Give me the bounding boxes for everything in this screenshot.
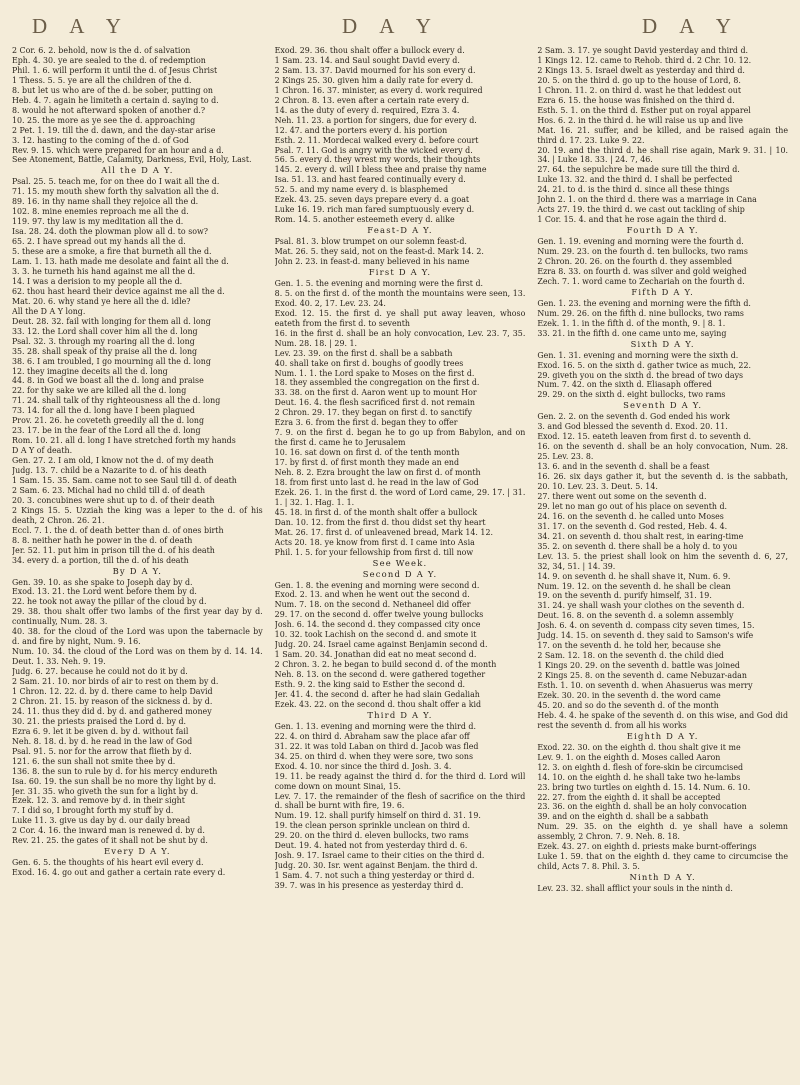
concordance-entry: Ezra 3. 6. from the first d. began they to offer: [274, 418, 458, 428]
concordance-entry: 89. 16. in thy name shall they rejoice all the d.: [12, 197, 199, 207]
concordance-entry: 29. giveth you on the sixth d. the bread of two days: [537, 370, 744, 380]
concordance-entry: 62. thou hast heard their device against me all the d.: [12, 286, 225, 296]
concordance-entry: Exod. 4. 10. nor since the third d. Josh. 3. 4.: [274, 761, 452, 771]
concordance-entry: 44. 8. in God we boast all the d. long and praise: [12, 376, 204, 386]
concordance-entry: 2 Sam. 21. 10. nor birds of air to rest on them by d.: [12, 677, 219, 687]
concordance-entry: 1 Sam. 4. 7. not such a thing yesterday or third d.: [274, 871, 475, 881]
concordance-entry: 3. 3. he turneth his hand against me all the d.: [12, 266, 196, 276]
concordance-entry: 2 Kings 13. 5. Israel dwelt as yesterday and third d.: [537, 65, 745, 75]
concordance-entry: 19. the clean person sprinkle unclean on third d.: [274, 821, 470, 831]
concordance-entry: 24. 16. on the seventh d. he called unto Moses: [537, 511, 724, 521]
concordance-entry: 136. 8. the sun to rule by d. for his mercy endureth: [12, 766, 218, 776]
concordance-entry: Gen. 6. 5. the thoughts of his heart evil every d.: [12, 858, 204, 868]
section-subheading: Eighth D A Y.: [626, 730, 699, 741]
concordance-entry: 29. 20. on the third d. eleven bullocks, two rams: [274, 831, 469, 841]
concordance-entry: 7. I did so, I brought forth my stuff by d.: [12, 806, 174, 816]
concordance-entry: 1 Sam. 20. 34. Jonathan did eat no meat second d.: [274, 650, 477, 660]
concordance-entry: 8. would he not afterward spoken of another d.?: [12, 105, 206, 115]
section-subheading: See Week.: [372, 557, 428, 568]
concordance-entry: 27. 64. the sepulchre be made sure till the third d.: [537, 165, 740, 175]
concordance-entry: 19. 11. be ready against the third d. for the third d. Lord will come down on mount Sinai, 15.: [274, 771, 526, 791]
section-subheading: Fourth D A Y.: [626, 225, 699, 236]
concordance-entry: 5. these are a smoke, a fire that burneth all the d.: [12, 247, 212, 257]
concordance-entry: 34. every d. a portion, till the d. of his death: [12, 555, 189, 565]
concordance-entry: 1 Chron. 11. 2. on third d. wast he that leddest out: [537, 85, 742, 95]
concordance-entry: 102. 8. mine enemies reproach me all the d.: [12, 207, 189, 217]
concordance-entry: Luke 11. 3. give us day by d. our daily bread: [12, 816, 191, 826]
concordance-entry: Gen. 39. 10. as she spake to Joseph day by d.: [12, 577, 193, 587]
concordance-entry: 7. 9. on the first d. began he to go up from Babylon, and on the first d. came he to Jerusalem: [274, 428, 526, 448]
concordance-entry: 35. 2. on seventh d. there shall be a holy d. to you: [537, 541, 738, 551]
concordance-entry: 3. and God blessed the seventh d. Exod. 20. 11.: [537, 422, 728, 432]
concordance-entry: Dan. 10. 12. from the first d. thou didst set thy heart: [274, 517, 486, 527]
concordance-entry: Ezra 8. 33. on fourth d. was silver and gold weighed: [537, 266, 747, 276]
concordance-entry: 2 Cor. 6. 2. behold, now is the d. of salvation: [12, 46, 191, 55]
concordance-entry: Rom. 10. 21. all d. long I have stretched forth my hands: [12, 436, 236, 446]
concordance-entry: John 2. 23. in feast-d. many believed in his name: [274, 257, 470, 267]
running-head-middle: D A Y: [342, 14, 440, 38]
concordance-entry: Phil. 1. 6. will perform it until the d. of Jesus Christ: [12, 65, 218, 75]
concordance-entry: 2 Chron. 8. 13. even after a certain rate every d.: [274, 95, 470, 105]
concordance-entry: Num. 10. 34. the cloud of the Lord was on them by d. 14. 14. Deut. 1. 33. Neh. 9. 19.: [12, 647, 263, 667]
concordance-entry: 17. by first d. of first month they made an end: [274, 458, 459, 468]
concordance-entry: 14. I was a derision to my people all the d.: [12, 276, 183, 286]
concordance-entry: Ezek. 26. 1. in the first d. the word of Lord came, 29. 17. | 31. 1. | 32. 1. Hag. 1. 1.: [274, 487, 526, 507]
concordance-entry: Josh. 6. 4. on seventh d. compass city seven times, 15.: [537, 621, 755, 631]
concordance-entry: 10. 32. took Lachish on the second d. and smote it: [274, 630, 477, 640]
concordance-entry: Exod. 12. 15. eateth leaven from first d. to seventh d.: [537, 432, 752, 442]
section-subheading: Every D A Y.: [103, 846, 171, 857]
concordance-entry: 8. 8. neither hath he power in the d. of death: [12, 535, 193, 545]
concordance-entry: Ezra 6. 9. let it be given d. by d. without fail: [12, 726, 189, 736]
concordance-entry: 31. 22. it was told Laban on third d. Jacob was fled: [274, 741, 479, 751]
concordance-entry: 2 Sam. 13. 37. David mourned for his son every d.: [274, 65, 476, 75]
concordance-entry: D A Y of death.: [12, 446, 73, 456]
concordance-entry: 13. 6. and in the seventh d. shall be a feast: [537, 462, 710, 472]
concordance-entry: Neh. 8. 13. on the second d. were gathered together: [274, 670, 486, 680]
concordance-entry: 16. in the first d. shall be an holy convocation, Lev. 23. 7, 35. Num. 28. 18. | 29. 1.: [274, 328, 526, 348]
section-subheading: Feast-D A Y.: [367, 225, 433, 236]
running-head-left: D A Y: [32, 14, 130, 38]
concordance-entry: Exod. 22. 30. on the eighth d. thou shalt give it me: [537, 742, 741, 752]
concordance-entry: 45. 18. in first d. of the month shalt offer a bullock: [274, 507, 478, 517]
concordance-entry: 12. 3. on eighth d. flesh of fore-skin be circumcised: [537, 762, 744, 772]
concordance-entry: 1 Kings 12. 12. came to Rehob. third d. 2 Chr. 10. 12.: [537, 55, 752, 65]
concordance-entry: Num. 29. 23. on the fourth d. ten bullocks, two rams: [537, 247, 748, 257]
concordance-entry: Ezek. 43. 25. seven days prepare every d. a goat: [274, 195, 470, 205]
concordance-entry: 1 Kings 20. 29. on the seventh d. battle was joined: [537, 661, 740, 671]
concordance-entry: Ezek. 43. 22. on the second d. thou shalt offer a kid: [274, 699, 482, 709]
concordance-entry: 33. 21. in the fifth d. one came unto me, saying: [537, 328, 727, 338]
concordance-entry: Ezek. 1. 1. in the fifth d. of the month, 9. | 8. 1.: [537, 318, 726, 328]
concordance-entry: 22. he took not away the pillar of the cloud by d.: [12, 597, 207, 607]
concordance-entry: Neh. 8. 18. d. by d. he read in the law of God: [12, 736, 193, 746]
concordance-entry: Psal. 91. 5. nor for the arrow that flieth by d.: [12, 746, 192, 756]
concordance-entry: Exod. 29. 36. thou shalt offer a bullock every d.: [274, 46, 465, 55]
concordance-entry: Luke 1. 59. that on the eighth d. they came to circumcise the child, Acts 7. 8. Phil. 3. 5.: [537, 852, 789, 872]
concordance-entry: Eccl. 7. 1. the d. of death better than d. of ones birth: [12, 525, 224, 535]
concordance-entry: 29. 29. on the sixth d. eight bullocks, two rams: [537, 390, 726, 400]
concordance-entry: Lam. 1. 13. hath made me desolate and faint all the d.: [12, 257, 229, 267]
concordance-entry: 8. 5. on the first d. of the month the mountains were seen, 13. Exod. 40. 2, 17. Lev. 23. 24.: [274, 288, 526, 308]
concordance-entry: 2 Kings 25. 8. on the seventh d. came Nebuzar-adan: [537, 671, 747, 681]
concordance-entry: 40. 38. for the cloud of the Lord was upon the tabernacle by d. and fire by night, Num. 9. 16.: [12, 627, 263, 647]
concordance-entry: Josh. 6. 14. the second d. they compassed city once: [274, 620, 481, 630]
concordance-entry: 23. bring two turtles on eighth d. 15. 14. Num. 6. 10.: [537, 782, 751, 792]
concordance-entry: 14. as the duty of every d. required, Ezra 3. 4.: [274, 105, 460, 115]
concordance-entry: 27. there went out some on the seventh d.: [537, 491, 707, 501]
concordance-entry: 18. from first unto last d. he read in the law of God: [274, 477, 479, 487]
concordance-entry: 12. they imagine deceits all the d. long: [12, 366, 168, 376]
concordance-entry: 2 Sam. 12. 18. on the seventh d. the child died: [537, 651, 724, 661]
concordance-entry: 35. 28. shall speak of thy praise all the d. long: [12, 346, 198, 356]
concordance-entry: Exod. 13. 21. the Lord went before them by d.: [12, 587, 197, 597]
section-subheading: Ninth D A Y.: [629, 872, 696, 883]
concordance-entry: Jer. 31. 35. who giveth the sun for a light by d.: [12, 786, 199, 796]
concordance-entry: Ezek. 30. 20. in the seventh d. the word came: [537, 691, 721, 700]
concordance-entry: Luke 16. 19. rich man fared sumptuously every d.: [274, 205, 475, 215]
concordance-entry: Lev. 23. 39. on the first d. shall be a sabbath: [274, 348, 453, 358]
concordance-entry: 23. 36. on the eighth d. shall be an holy convocation: [537, 802, 747, 812]
concordance-entry: Mat. 26. 17. first d. of unleavened bread, Mark 14. 12.: [274, 527, 493, 537]
concordance-entry: 29. 38. thou shalt offer two lambs of the first year day by d. continually, Num. 28. 3.: [12, 607, 263, 627]
concordance-entry: Luke 13. 32. and the third d. I shall be perfected: [537, 175, 733, 185]
concordance-entry: 2 Sam. 6. 23. Michal had no child till d. of death: [12, 485, 206, 495]
concordance-entry: 14. 9. on seventh d. he shall shave it, Num. 6. 9.: [537, 571, 731, 581]
concordance-entry: 22. 4. on third d. Abraham saw the place afar off: [274, 731, 470, 741]
section-subheading: Second D A Y.: [362, 568, 438, 579]
concordance-entry: Lev. 23. 32. shall afflict your souls in the ninth d.: [537, 884, 733, 894]
concordance-entry: 119. 97. thy law is my meditation all the d.: [12, 217, 184, 227]
concordance-entry: 56. 5. every d. they wrest my words, their thoughts: [274, 155, 481, 165]
concordance-entry: Lev. 9. 1. on the eighth d. Moses called Aaron: [537, 752, 721, 762]
concordance-entry: Psal. 32. 3. through my roaring all the d. long: [12, 336, 195, 346]
concordance-entry: 2 Chron. 29. 17. they began on first d. to sanctify: [274, 408, 472, 418]
concordance-entry: 33. 38. on the first d. Aaron went up to mount Hor: [274, 388, 477, 398]
concordance-entry: Judg. 20. 30. Isr. went against Benjam. the third d.: [274, 861, 478, 871]
concordance-entry: 20. 19. and the third d. he shall rise again, Mark 9. 31. | 10. 34. | Luke 18. 33. | 24. 7, 46.: [537, 145, 789, 165]
concordance-entry: 39. and on the eighth d. shall be a sabbath: [537, 812, 709, 822]
concordance-entry: 23. 17. be in the fear of the Lord all the d. long: [12, 426, 201, 436]
section-subheading: Third D A Y.: [367, 709, 433, 720]
column-middle: [275, 46, 526, 1076]
concordance-entry: 8. but let us who are of the d. be sober, putting on: [12, 85, 213, 95]
running-head-right: D A Y: [642, 14, 740, 38]
concordance-entry: Rom. 14. 5. another esteemeth every d. alike: [274, 215, 455, 225]
concordance-entry: Exod. 16. 4. go out and gather a certain rate every d.: [12, 868, 226, 878]
concordance-entry: 2 Chron. 20. 26. on the fourth d. they assembled: [537, 257, 732, 267]
concordance-entry: Judg. 20. 24. Israel came against Benjamin second d.: [274, 640, 488, 650]
concordance-entry: Mat. 16. 21. suffer, and be killed, and be raised again the third d. 17. 23. Luke 9. 22.: [537, 125, 789, 145]
concordance-entry: 19. on the seventh d. purify himself, 31. 19.: [537, 591, 712, 601]
concordance-entry: Num. 19. 12. shall purify himself on third d. 31. 19.: [274, 811, 481, 821]
concordance-entry: Isa. 28. 24. doth the plowman plow all d. to sow?: [12, 227, 208, 237]
concordance-entry: See Atonement, Battle, Calamity, Darkness, Evil, Holy, Last.: [12, 155, 252, 165]
concordance-entry: Neh. 11. 23. a portion for singers, due for every d.: [274, 115, 477, 125]
concordance-entry: 22. 27. from the eighth d. it shall be accepted: [537, 792, 721, 802]
concordance-entry: Esth. 9. 2. the king said to Esther the second d.: [274, 680, 465, 690]
concordance-entry: Exod. 12. 15. the first d. ye shall put away leaven, whoso eateth from the first d. to seventh: [274, 308, 526, 328]
concordance-entry: Gen. 1. 5. the evening and morning were the first d.: [274, 278, 484, 288]
concordance-entry: 2 Kings 15. 5. Uzziah the king was a leper to the d. of his death, 2 Chron. 26. 21.: [12, 505, 263, 525]
concordance-entry: John 2. 1. on the third d. there was a marriage in Cana: [537, 195, 757, 205]
concordance-entry: Josh. 9. 17. Israel came to their cities on the third d.: [274, 851, 485, 861]
concordance-entry: Gen. 1. 31. evening and morning were the sixth d.: [537, 350, 739, 360]
section-subheading: First D A Y.: [368, 266, 432, 277]
concordance-entry: 16. on the seventh d. shall be an holy convocation, Num. 28. 25. Lev. 23. 8.: [537, 442, 789, 462]
concordance-entry: Zech. 7. 1. word came to Zechariah on the fourth d.: [537, 276, 745, 286]
concordance-entry: Jer. 52. 11. put him in prison till the d. of his death: [12, 545, 215, 555]
concordance-entry: Hos. 6. 2. in the third d. he will raise us up and live: [537, 115, 743, 125]
concordance-entry: Exod. 2. 13. and when he went out the second d.: [274, 590, 470, 600]
concordance-entry: Esth. 2. 11. Mordecai walked every d. before court: [274, 135, 479, 145]
concordance-entry: 24. 21. to d. is the third d. since all these things: [537, 185, 730, 195]
concordance-entry: Judg. 13. 7. child be a Nazarite to d. of his death: [12, 466, 207, 476]
concordance-entry: Num. 7. 18. on the second d. Nethaneel did offer: [274, 600, 471, 610]
concordance-entry: Psal. 81. 3. blow trumpet on our solemn feast-d.: [274, 237, 467, 247]
concordance-entry: All the D A Y long.: [12, 306, 86, 316]
concordance-entry: Deut. 16. 8. on the seventh d. a solemn assembly: [537, 611, 734, 621]
concordance-entry: 17. on the seventh d. he told her, because she: [537, 641, 721, 651]
concordance-entry: 71. 15. my mouth shew forth thy salvation all the d.: [12, 187, 219, 197]
concordance-entry: Num. 1. 1. the Lord spake to Moses on the first d.: [274, 368, 475, 378]
concordance-entry: 71. 24. shall talk of thy righteousness all the d. long: [12, 396, 221, 406]
concordance-entry: Esth. 1. 10. on seventh d. when Ahasuerus was merry: [537, 681, 753, 691]
concordance-entry: 3. 12. hasting to the coming of the d. of God: [12, 135, 189, 145]
concordance-entry: Mat. 20. 6. why stand ye here all the d. idle?: [12, 296, 191, 306]
concordance-entry: Eph. 4. 30. ye are sealed to the d. of redemption: [12, 55, 206, 65]
concordance-entry: Num. 7. 42. on the sixth d. Eliasaph offered: [537, 380, 712, 390]
concordance-entry: 38. 6. I am troubled, I go mourning all the d. long: [12, 356, 211, 366]
concordance-entry: Ezra 6. 15. the house was finished on the third d.: [537, 95, 735, 105]
column-left: [12, 46, 263, 1076]
concordance-entry: Gen. 1. 13. evening and morning were the third d.: [274, 721, 476, 731]
concordance-entry: 1 Chron. 16. 37. minister, as every d. work required: [274, 85, 483, 95]
concordance-entry: Num. 29. 26. on the fifth d. nine bullocks, two rams: [537, 308, 744, 318]
concordance-columns: [12, 46, 788, 1076]
concordance-entry: Esth. 5. 1. on the third d. Esther put on royal apparel: [537, 105, 751, 115]
concordance-entry: 20. 5. on the third d. go up to the house of Lord, 8.: [537, 75, 741, 85]
concordance-entry: 40. shall take on first d. boughs of goodly trees: [274, 358, 464, 368]
concordance-entry: 20. 3. concubines were shut up to d. of their death: [12, 495, 215, 505]
concordance-entry: Acts 27. 19. the third d. we cast out tackling of ship: [537, 205, 745, 215]
concordance-entry: Ezek. 12. 3. and remove by d. in their sight: [12, 796, 185, 806]
section-subheading: All the D A Y.: [101, 165, 174, 176]
concordance-entry: Ezek. 43. 27. on eighth d. priests make burnt-offerings: [537, 842, 757, 852]
concordance-entry: 39. 7. was in his presence as yesterday third d.: [274, 881, 464, 891]
concordance-entry: 145. 2. every d. will I bless thee and praise thy name: [274, 165, 487, 175]
concordance-entry: 2 Chron. 3. 2. he began to build second d. of the month: [274, 660, 497, 670]
concordance-entry: 1 Cor. 15. 4. and that he rose again the third d.: [537, 215, 727, 225]
concordance-entry: Psal. 25. 5. teach me, for on thee do I wait all the d.: [12, 177, 220, 187]
concordance-entry: Gen. 1. 19. evening and morning were the fourth d.: [537, 237, 744, 247]
concordance-entry: 1 Sam. 23. 14. and Saul sought David every d.: [274, 55, 460, 65]
concordance-entry: 1 Thess. 5. 5. ye are all the children of the d.: [12, 75, 192, 85]
concordance-entry: Acts 20. 18. ye know from first d. I came into Asia: [274, 537, 475, 547]
concordance-entry: Gen. 1. 8. the evening and morning were second d.: [274, 580, 480, 590]
section-subheading: Sixth D A Y.: [630, 338, 695, 349]
concordance-entry: Phil. 1. 5. for your fellowship from first d. till now: [274, 547, 474, 557]
concordance-entry: 2 Chron. 21. 15. by reason of the sickness d. by d.: [12, 696, 213, 706]
concordance-entry: Deut. 16. 4. the flesh sacrificed first d. not remain: [274, 398, 475, 408]
concordance-entry: Heb. 4. 4. he spake of the seventh d. on this wise, and God did rest the seventh d. from all his works: [537, 710, 789, 730]
section-subheading: Seventh D A Y.: [623, 400, 703, 411]
section-subheading: By D A Y.: [112, 565, 163, 576]
concordance-entry: 16. 26. six days gather it, but the seventh d. is the sabbath, 20. 10. Lev. 23. 3. Deut. 5. 14.: [537, 472, 789, 491]
concordance-entry: 73. 14. for all the d. long have I been plagued: [12, 406, 195, 416]
concordance-entry: 1 Chron. 12. 22. d. by d. there came to help David: [12, 687, 213, 696]
concordance-entry: Judg. 14. 15. on seventh d. they said to Samson's wife: [537, 631, 754, 641]
concordance-entry: 33. 12. the Lord shall cover him all the d. long: [12, 326, 198, 336]
concordance-entry: 29. let no man go out of his place on seventh d.: [537, 501, 728, 511]
concordance-entry: 2 Cor. 4. 16. the inward man is renewed d. by d.: [12, 826, 205, 836]
concordance-entry: Deut. 19. 4. hated not from yesterday third d. 6.: [274, 841, 468, 851]
concordance-entry: Psal. 7. 11. God is angry with the wicked every d.: [274, 145, 473, 155]
concordance-entry: 2 Sam. 3. 17. ye sought David yesterday and third d.: [537, 46, 748, 55]
concordance-entry: Gen. 27. 2. I am old, I know not the d. of my death: [12, 456, 214, 466]
concordance-entry: Jer. 41. 4. the second d. after he had slain Gedaliah: [274, 690, 480, 699]
concordance-entry: 65. 2. I have spread out my hands all the d.: [12, 237, 186, 247]
concordance-entry: 31. 17. on the seventh d. God rested, Heb. 4. 4.: [537, 521, 728, 531]
concordance-entry: 2 Kings 25. 30. given him a daily rate for every d.: [274, 75, 474, 85]
concordance-entry: 12. 47. and the porters every d. his portion: [274, 125, 448, 135]
concordance-entry: 29. 17. on the second d. offer twelve young bullocks: [274, 610, 484, 620]
concordance-entry: 14. 10. on the eighth d. he shall take two he-lambs: [537, 772, 741, 782]
concordance-entry: Lev. 13. 5. the priest shall look on him the seventh d. 6, 27, 32, 34, 51. | 14. 39.: [537, 551, 789, 571]
concordance-entry: 34. 25. on third d. when they were sore, two sons: [274, 751, 474, 761]
concordance-entry: Heb. 4. 7. again he limiteth a certain d. saying to d.: [12, 95, 219, 105]
concordance-entry: Judg. 6. 27. because he could not do it by d.: [12, 667, 188, 677]
concordance-entry: 2 Pet. 1. 19. till the d. dawn, and the day-star arise: [12, 125, 216, 135]
concordance-entry: Exod. 16. 5. on the sixth d. gather twice as much, 22.: [537, 360, 751, 370]
concordance-entry: 18. they assembled the congregation on the first d.: [274, 378, 480, 388]
concordance-entry: 10. 16. sat down on first d. of the tenth month: [274, 448, 460, 458]
concordance-entry: Rev. 9. 15. which were prepared for an hour and a d.: [12, 145, 224, 155]
concordance-entry: 34. 21. on seventh d. thou shalt rest, in earing-time: [537, 531, 744, 541]
concordance-entry: Lev. 7. 17. the remainder of the flesh of sacrifice on the third d. shall be burnt with fire, 19. 6.: [274, 791, 526, 811]
concordance-entry: Gen. 1. 23. the evening and morning were the fifth d.: [537, 298, 751, 308]
section-subheading: Fifth D A Y.: [631, 286, 694, 297]
concordance-entry: Mat. 26. 5. they said, not on the feast-d. Mark 14. 2.: [274, 247, 484, 257]
concordance-entry: Isa. 51. 13. and hast feared continually every d.: [274, 175, 466, 185]
concordance-entry: Neh. 8. 2. Ezra brought the law on first d. of month: [274, 468, 481, 478]
concordance-entry: 24. 11. thus they did d. by d. and gathered money: [12, 706, 212, 716]
concordance-entry: Rev. 21. 25. the gates of it shall not be shut by d.: [12, 836, 208, 846]
concordance-entry: Deut. 28. 32. fail with longing for them all d. long: [12, 316, 211, 326]
concordance-entry: 10. 25. the more as ye see the d. approaching: [12, 115, 196, 125]
concordance-entry: Num. 19. 12. on the seventh d. he shall be clean: [537, 581, 731, 591]
running-heads: [12, 8, 788, 46]
concordance-entry: 1 Sam. 15. 35. Sam. came not to see Saul till d. of death: [12, 475, 237, 485]
concordance-entry: 121. 6. the sun shall not smite thee by d.: [12, 756, 176, 766]
concordance-entry: Isa. 60. 19. the sun shall be no more thy light by d.: [12, 776, 216, 786]
concordance-entry: 31. 24. ye shall wash your clothes on the seventh d.: [537, 601, 745, 611]
concordance-entry: 30. 21. the priests praised the Lord d. by d.: [12, 716, 187, 726]
concordance-entry: Prov. 21. 26. he coveteth greedily all the d. long: [12, 416, 205, 426]
concordance-entry: 22. for thy sake we are killed all the d. long: [12, 386, 187, 396]
column-right: [537, 46, 788, 1076]
concordance-entry: 52. 5. and my name every d. is blasphemed: [274, 185, 449, 195]
concordance-entry: Num. 29. 35. on the eighth d. ye shall have a solemn assembly, 2 Chron. 7. 9. Neh. 8. 18.: [537, 822, 789, 842]
concordance-entry: 45. 20. and so do the seventh d. of the month: [537, 700, 719, 710]
concordance-entry: Gen. 2. 2. on the seventh d. God ended his work: [537, 412, 730, 422]
